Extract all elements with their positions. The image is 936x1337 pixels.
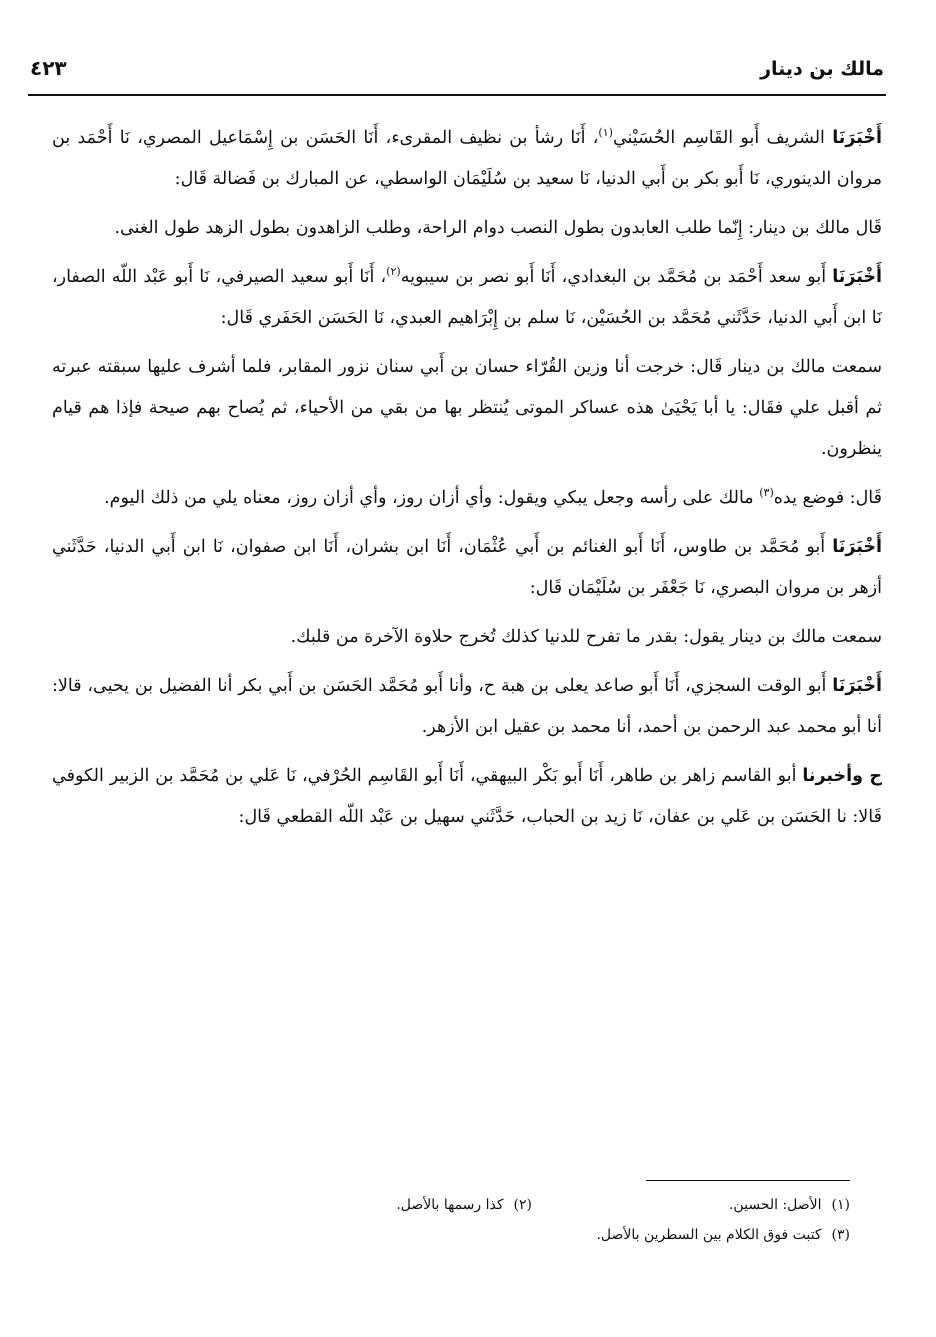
footnote-ref: (٣) <box>759 486 774 500</box>
paragraph-text: أَبو مُحَمَّد بن طاوس، أَنَا أَبو الغنائم بن أَبي عُثْمَان، أَنَا ابن بشران، أَنَا ابن صفوان، نَا ابن أَبي الدنيا، حَدَّثَني أزهر بن مروان البصري، نَا جَعْفَر بن سُلَيْمَان قَال: <box>52 537 882 598</box>
paragraph-lead: أَخْبَرَنَا <box>832 128 882 148</box>
paragraph-1 <box>52 118 882 200</box>
paragraph-5 <box>52 478 882 519</box>
paragraph-text: سمعت مالك بن دينار يقول: بقدر ما تفرح للدنيا كذلك تُخرج حلاوة الآخرة من قلبك. <box>290 627 882 647</box>
footnote-rule <box>646 1180 850 1181</box>
running-title: مالك بن دينار <box>760 58 884 80</box>
paragraph-2 <box>52 208 882 249</box>
paragraph-3 <box>52 257 882 339</box>
paragraph-6 <box>52 527 882 609</box>
header-rule <box>28 94 886 96</box>
footnote-text: كذا رسمها بالأصل. <box>396 1197 504 1213</box>
footnote-row <box>180 1220 850 1250</box>
footnote-3 <box>596 1220 850 1250</box>
paragraph-text: قَال: فوضع يده <box>773 488 882 508</box>
paragraph-7 <box>52 617 882 658</box>
paragraph-lead: أَخْبَرَنَا <box>832 267 883 287</box>
page-header <box>30 52 884 92</box>
paragraph-text: أَبو سعد أَحْمَد بن مُحَمَّد بن البغدادي، أَنَا أَبو نصر بن سيبويه <box>400 267 833 287</box>
footnote-text: كتبت فوق الكلام بين السطرين بالأصل. <box>596 1227 822 1243</box>
footnote-number: (٢) <box>513 1197 532 1213</box>
footnote-number: (١) <box>831 1197 850 1213</box>
paragraph-text: أَبو الوقت السجزي، أَنَا أَبو صاعد يعلى بن هبة ح، وأنا أَبو مُحَمَّد الحَسَن بن أَبي بكر أنا الفضيل بن يحيى، قالا: أنا أبو محمد عبد الرحمن بن أحمد، أنا محمد بن عقيل ابن الأزهر. <box>52 676 882 737</box>
paragraph-text-cont: ، أَنَا أَبو سعيد الصيرفي، نَا أَبو عَبْد اللّه الصفار، نَا ابن أَبي الدنيا، حَدَّثَني مُحَمَّد بن الحُسَيْن، نَا سلم بن إِبْرَاهيم العبدي، نَا الحَسَن الحَفَري قَال: <box>52 267 882 328</box>
paragraph-text: سمعت مالك بن دينار قَال: خرجت أنا وزين القُرّاء حسان بن أَبي سنان نزور المقابر، فلما أشرف عليها سبقته عبرته ثم أقبل علي فقَال: يا أبا يَحْيَىٰ هذه عساكر الموتى يُنتظر بها من بقي من الأحياء، ثم يُصاح بهم صيحة فإذا هم قيام ينظرون. <box>52 357 882 459</box>
paragraph-text: أبو القاسم زاهر بن طاهر، أَنَا أَبو بَكْر البيهقي، أَنَا أَبو القَاسِم الحُرْفي، نَا عَلي بن مُحَمَّد بن الزبير الكوفي قَالا: نا الحَسَن بن عَلي بن عفان، نَا زيد بن الحباب، حَدَّثَني سهيل بن عَبْد اللّه القطعي قَال: <box>52 766 882 827</box>
paragraph-lead: أَخْبَرَنَا <box>832 676 882 696</box>
footnote-text: الأصل: الحسين. <box>728 1197 822 1213</box>
footnote-ref: (١) <box>598 126 613 140</box>
footnote-1 <box>532 1190 850 1220</box>
paragraph-9 <box>52 756 882 838</box>
paragraph-text: الشريف أَبو القَاسِم الحُسَيْني <box>612 128 833 148</box>
paragraph-text-cont: مالك على رأسه وجعل يبكي ويقول: وأي أزان روز، وأي أزان روز، معناه يلي من ذلك اليوم. <box>104 488 760 508</box>
footnote-2 <box>396 1190 532 1220</box>
footnotes <box>180 1190 850 1250</box>
paragraph-lead: ح وأخبرنا <box>802 766 882 786</box>
paragraph-text-cont: ، أَنَا رشأ بن نظيف المقرىء، أَنَا الحَسَن بن إِسْمَاعيل المصري، نَا أَحْمَد بن مروان الدينوري، نَا أَبو بكر بن أَبي الدنيا، نَا سعيد بن سُلَيْمَان الواسطي، عن المبارك بن فَضالة قَال: <box>52 128 882 189</box>
paragraph-4 <box>52 347 882 470</box>
main-text <box>52 118 882 846</box>
paragraph-lead: أَخْبَرَنَا <box>832 537 882 557</box>
paragraph-text: قَال مالك بن دينار: إِنّما طلب العابدون بطول النصب دوام الراحة، وطلب الزاهدون بطول الزهد طول الغنى. <box>114 218 882 238</box>
footnote-number: (٣) <box>831 1227 850 1243</box>
paragraph-8 <box>52 666 882 748</box>
footnote-row <box>180 1190 850 1220</box>
footnote-ref: (٢) <box>386 265 401 279</box>
page-number: ٤٢٣ <box>30 56 67 80</box>
